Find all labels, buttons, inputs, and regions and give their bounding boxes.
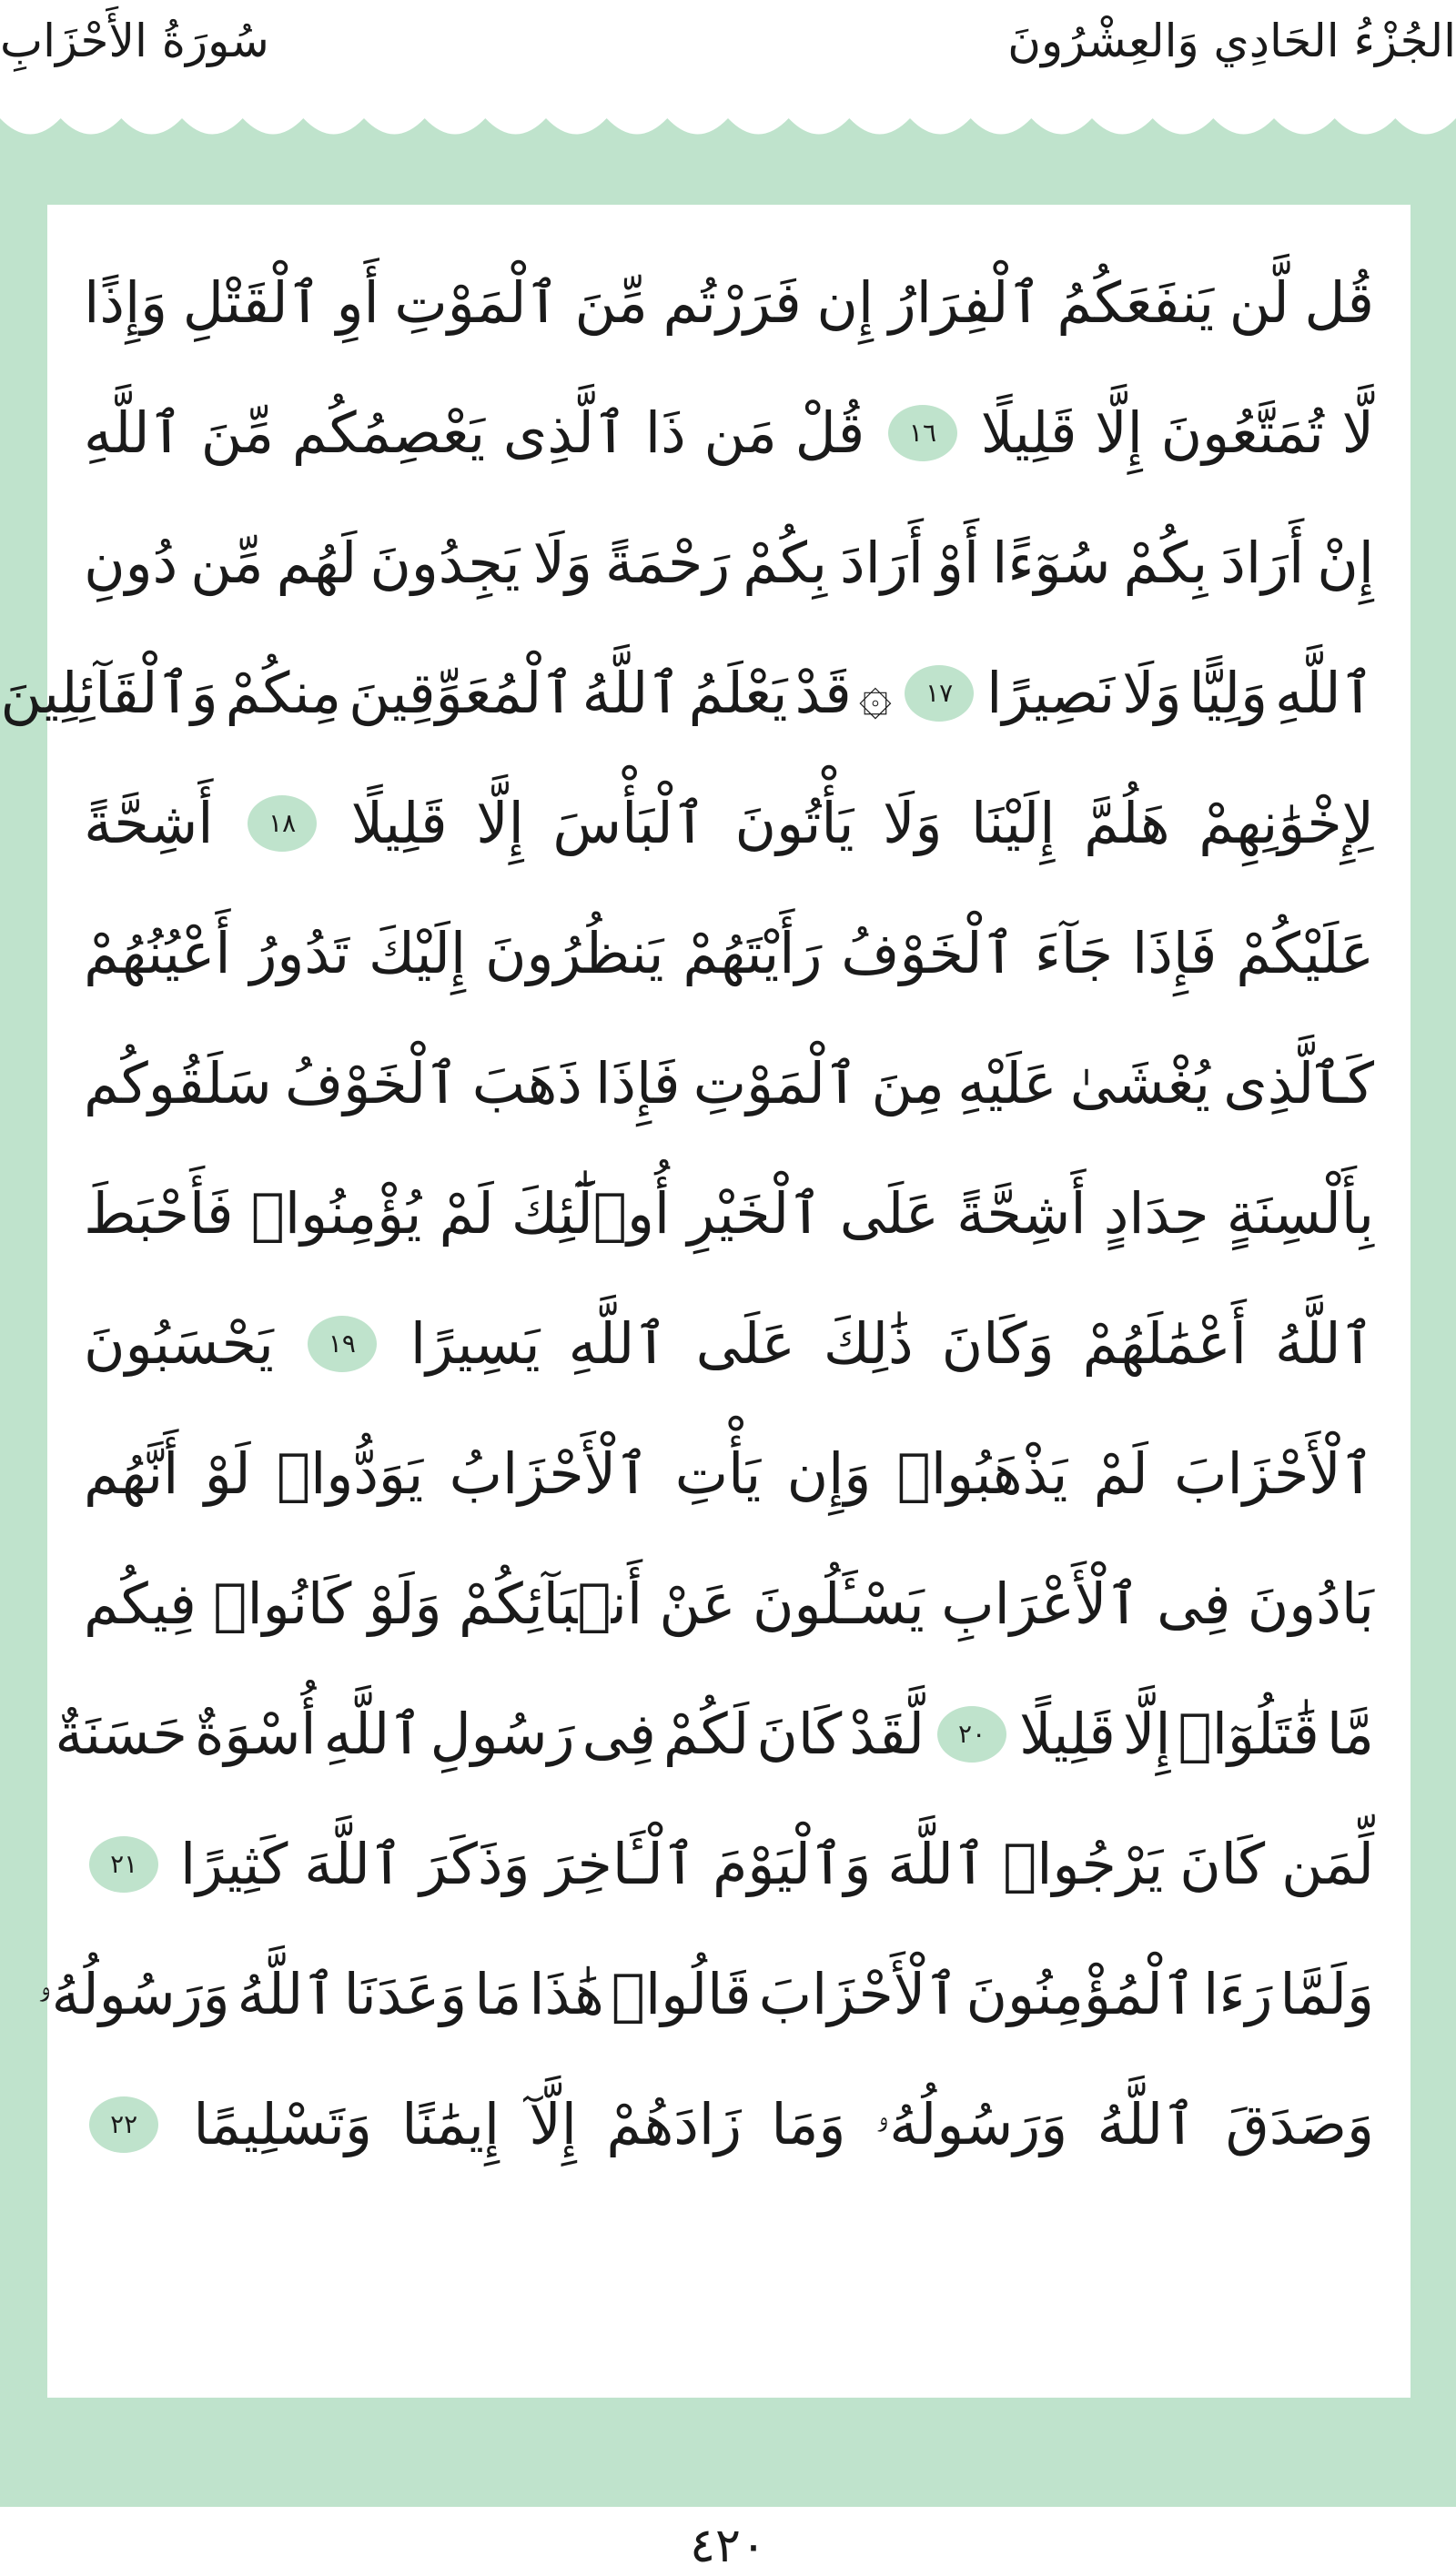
verse-word: مِّنَ [200, 399, 275, 466]
verse-word: وَصَدَقَ [1225, 2091, 1374, 2157]
verse-word: دُونِ [84, 530, 178, 596]
verse-word: إِن [816, 269, 875, 336]
verse-word: وَلَوْ [368, 1571, 442, 1637]
verse-word: ٱلْخَوْفُ [841, 920, 1016, 986]
verse-word: إِنْ [1317, 530, 1374, 596]
ayah-number-marker: ١٦ [888, 405, 957, 461]
verse-word: هَٰذَا [529, 1961, 604, 2027]
verse-word: فَإِذَا [1132, 920, 1218, 986]
verse-word: ٱلْأَحْزَابُ [449, 1440, 650, 1507]
verse-word: سُوٓءًا [992, 530, 1111, 596]
verse-word: وَكَانَ [941, 1310, 1055, 1377]
verse-word: قَلِيلًا [980, 399, 1077, 466]
mushaf-page [0, 205, 1410, 2398]
verse-word: فَأَحْبَطَ [84, 1180, 234, 1247]
verse-word: أُسْوَةٌ [194, 1701, 317, 1767]
verse-word: يَسْـَٔلُونَ [753, 1571, 925, 1637]
verse-word: وَرَسُولُهُۥ [37, 1960, 230, 2027]
ayah-number-marker: ١٧ [905, 665, 974, 722]
verse-word: إِلَّا [1095, 399, 1143, 466]
verse-word: بِأَلْسِنَةٍ [1226, 1180, 1374, 1247]
verse-word: وَإِن [786, 1440, 872, 1507]
verse-word: ٱلْخَيْرِ [687, 1180, 823, 1247]
verse-word: ذَا [644, 399, 686, 466]
verse-word: ٱللَّهُ [237, 1961, 337, 2027]
verse-word: وَلَمَّا [1279, 1961, 1374, 2027]
verse-word: وَٱلْقَآئِلِينَ [0, 660, 218, 726]
verse-line [80, 1018, 1378, 1148]
verse-word: وَلَا [532, 530, 592, 596]
verse-word: رَءَا [1203, 1961, 1273, 2027]
verse-word: إِلَّا [1122, 1701, 1171, 1767]
verse-word: قُلْ [794, 399, 865, 466]
verse-word: ٱلْفِرَارُ [888, 269, 1042, 336]
verse-word: أَرَادَ [1220, 530, 1305, 596]
verse-word: بِكُمْ [1123, 530, 1208, 596]
juz-title: الجُزْءُ الحَادِي وَالعِشْرُونَ [1007, 15, 1456, 67]
verse-line [80, 1409, 1378, 1539]
verse-word: ٱلْمَوْتِ [394, 269, 560, 336]
verse-word: أَرَادَ [839, 530, 924, 596]
verse-word: ذَٰلِكَ [823, 1310, 914, 1377]
verse-word: كَثِيرًا [179, 1831, 288, 1897]
scallop-border-top [0, 100, 1456, 155]
verse-word: فِى [581, 1701, 656, 1767]
verse-word: رَسُولِ [430, 1701, 575, 1767]
verse-word: يَعْلَمُ [688, 660, 788, 726]
verse-word: ٱلْأَحْزَابَ [1174, 1440, 1374, 1507]
verse-word: إِلَيْكَ [369, 920, 467, 986]
verse-word: ٱللَّهُ [1275, 1310, 1374, 1377]
verse-word: تَدُورُ [249, 920, 350, 986]
verse-word: أَوْ [935, 530, 980, 596]
verse-word: وَلِيًّا [1188, 660, 1269, 726]
verse-word: زَادَهُمْ [606, 2091, 743, 2157]
verse-word: وَلَا [883, 790, 943, 856]
verse-word: حِدَادٍ [1103, 1180, 1209, 1247]
verse-word: عَلَى [839, 1180, 939, 1247]
page-number: ٤٢٠ [690, 2519, 766, 2573]
verse-word: ۞ [858, 660, 893, 726]
verse-word: عَنْ [659, 1571, 736, 1637]
verse-word: إِيمَٰنًا [401, 2091, 500, 2157]
verse-line [0, 628, 1378, 758]
ayah-number-marker: ١٩ [308, 1316, 377, 1372]
verse-word: ٱلْـَٔاخِرَ [546, 1831, 697, 1897]
verse-word: ٱلْمُعَوِّقِينَ [349, 660, 575, 726]
verse-word: عَلَيْكُمْ [1236, 920, 1374, 986]
verse-word: يُغْشَىٰ [1069, 1050, 1210, 1116]
verse-line [80, 758, 1378, 888]
ayah-number-marker: ٢٢ [89, 2096, 158, 2153]
verse-word: ٱلْأَحْزَابَ [758, 1961, 959, 2027]
verse-word: فَإِذَا [595, 1050, 681, 1116]
verse-word: مِّن [190, 530, 264, 596]
verse-word: رَحْمَةً [604, 530, 731, 596]
verse-word: مَا [474, 1961, 522, 2027]
verse-word: وَمَا [771, 2091, 846, 2157]
verse-word: يَأْتُونَ [734, 790, 854, 856]
verse-word: ٱللَّهِ [84, 399, 183, 466]
verse-word: أَنۢبَآئِكُمْ [459, 1571, 643, 1637]
verse-word: كَانَ [1179, 1831, 1266, 1897]
verse-line [55, 1669, 1378, 1799]
verse-word: لَهُم [276, 530, 358, 596]
verse-word: ٱلْمُؤْمِنُونَ [966, 1961, 1197, 2027]
verse-word: أَعْيُنُهُمْ [84, 920, 231, 986]
verse-word: إِلَيْنَا [971, 790, 1056, 856]
verse-word: ٱللَّهِ [1275, 660, 1374, 726]
verse-word: ٱلَّذِى [502, 399, 628, 466]
verse-word: حَسَنَةٌ [55, 1701, 187, 1767]
verse-word: كَانُوا۟ [213, 1571, 352, 1637]
ayah-number-marker: ٢٠ [937, 1706, 1006, 1763]
verse-word: ٱلْأَعْرَابِ [941, 1571, 1140, 1637]
verse-word: يَنظُرُونَ [485, 920, 664, 986]
verse-word: فِيكُم [84, 1571, 197, 1637]
verse-word: ذَهَبَ [471, 1050, 582, 1116]
verse-word: هَلُمَّ [1084, 790, 1170, 856]
verse-line [80, 1148, 1378, 1278]
verse-word: أُو۟لَٰٓئِكَ [511, 1180, 671, 1247]
verse-word: أَشِحَّةً [84, 790, 214, 856]
verse-word: قَلِيلًا [350, 790, 448, 856]
verse-word: ٱللَّهِ [568, 1310, 668, 1377]
verse-word: جَآءَ [1034, 920, 1114, 986]
verse-word: لَّا [1341, 399, 1374, 466]
verse-word: مَن [703, 399, 777, 466]
verse-word: يَسِيرًا [410, 1310, 541, 1377]
verse-word: يَأْتِ [674, 1440, 762, 1507]
verse-word: أَشِحَّةً [956, 1180, 1087, 1247]
verse-line [80, 1539, 1378, 1669]
verse-word: فِى [1157, 1571, 1231, 1637]
verse-word: مِّنَ [574, 269, 648, 336]
verse-word: وَتَسْلِيمًا [193, 2091, 372, 2157]
verse-word: قُل [1304, 269, 1374, 336]
verse-word: وَذَكَرَ [420, 1831, 531, 1897]
verse-word: رَأَيْتَهُمْ [682, 920, 823, 986]
verse-word: إِلَّا [476, 790, 524, 856]
verse-word: وَلَا [1122, 660, 1182, 726]
verse-word: لَمْ [439, 1180, 494, 1247]
verse-line [80, 237, 1378, 368]
verse-word: عَلَيْهِ [957, 1050, 1057, 1116]
verse-word: عَلَى [695, 1310, 795, 1377]
verse-word: يَعْصِمُكُم [291, 399, 486, 466]
verse-word: وَإِذًا [84, 269, 168, 336]
verse-word: ٱللَّهَ [887, 1831, 987, 1897]
verse-word: بَادُونَ [1247, 1571, 1374, 1637]
ayah-number-marker: ١٨ [248, 795, 317, 852]
verse-word: يَذْهَبُوا۟ [896, 1440, 1068, 1507]
verse-word: قَٰتَلُوٓا۟ [1178, 1701, 1320, 1767]
verse-word: مِنكُمْ [225, 660, 342, 726]
verse-word: يَحْسَبُونَ [84, 1310, 274, 1377]
verse-word: لِإِخْوَٰنِهِمْ [1198, 790, 1374, 856]
verse-line [80, 368, 1378, 498]
verse-line [80, 1278, 1378, 1409]
verse-word: ٱللَّهَ [304, 1831, 404, 1897]
verse-word: فَرَرْتُم [662, 269, 802, 336]
verse-word: لَكُمْ [662, 1701, 750, 1767]
verse-word: كَانَ [756, 1701, 843, 1767]
verse-word: يَنفَعَكُمُ [1057, 269, 1215, 336]
verse-word: بِكُمْ [743, 530, 827, 596]
verse-word: لَوْ [204, 1440, 251, 1507]
verse-word: سَلَقُوكُم [84, 1050, 272, 1116]
verse-word: يَرْجُوا۟ [1003, 1831, 1164, 1897]
verse-word: قَلِيلًا [1019, 1701, 1116, 1767]
verse-word: أَنَّهُم [84, 1440, 179, 1507]
verse-word: مِنَ [871, 1050, 945, 1116]
verse-word: قَالُوا۟ [611, 1961, 752, 2027]
verse-line [80, 498, 1378, 628]
verse-word: ٱللَّهُ [1097, 2091, 1197, 2157]
verse-line [80, 2059, 1378, 2189]
verse-word: نَصِيرًا [986, 660, 1116, 726]
verse-word: ٱلْبَأْسَ [552, 790, 706, 856]
verse-line [80, 1799, 1378, 1929]
verse-word: يَوَدُّوا۟ [276, 1440, 424, 1507]
verse-word: ٱلْقَتْلِ [182, 269, 321, 336]
verse-word: تُمَتَّعُونَ [1160, 399, 1324, 466]
verse-word: قَدْ [794, 660, 852, 726]
verse-word: ٱللَّهِ [323, 1701, 423, 1767]
verse-word: لَّقَدْ [849, 1701, 925, 1767]
verse-word: وَرَسُولُهُۥ [875, 2090, 1068, 2157]
verse-word: لَمْ [1093, 1440, 1148, 1507]
verse-word: وَٱلْيَوْمَ [713, 1831, 872, 1897]
verse-lines [0, 237, 1378, 2189]
verse-line [37, 1929, 1378, 2059]
verse-word: مَّا [1326, 1701, 1374, 1767]
ayah-number-marker: ٢١ [89, 1836, 158, 1893]
verse-word: إِلَّآ [529, 2091, 578, 2157]
surah-title: سُورَةُ الأَحْزَابِ [0, 15, 269, 67]
verse-word: وَعَدَنَا [343, 1961, 468, 2027]
verse-word: لَّن [1228, 269, 1289, 336]
verse-word: يَجِدُونَ [369, 530, 521, 596]
verse-word: لِّمَن [1281, 1831, 1374, 1897]
verse-word: ٱلْمَوْتِ [693, 1050, 859, 1116]
verse-word: أَعْمَٰلَهُمْ [1082, 1310, 1247, 1377]
verse-word: يُؤْمِنُوا۟ [250, 1180, 422, 1247]
verse-word: ٱللَّهُ [581, 660, 682, 726]
verse-line [80, 888, 1378, 1018]
verse-word: ٱلْخَوْفُ [284, 1050, 460, 1116]
verse-word: كَٱلَّذِى [1223, 1050, 1374, 1116]
verse-word: أَوِ [336, 269, 379, 336]
